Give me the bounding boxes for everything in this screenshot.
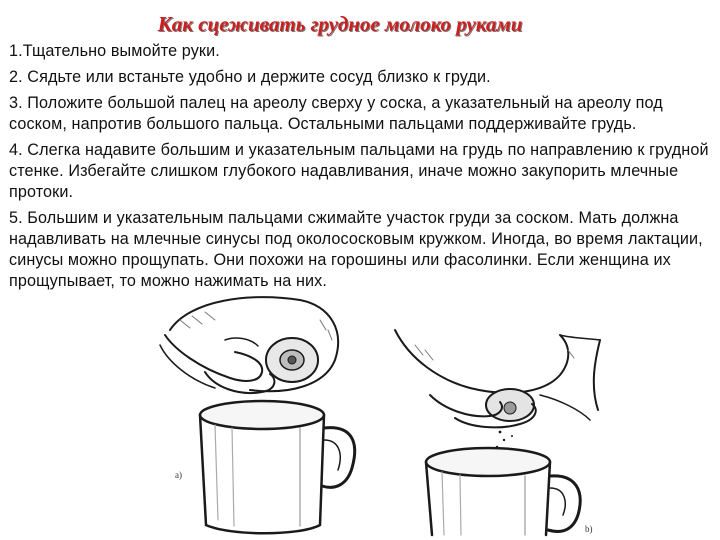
step-5: 5. Большим и указательным пальцами сжимайте участок груди за соском. Мать должна надавливать на млечные синусы под околососковым кружком. Иногда, во время лактации, синусы можно прощупать. Они похожи на горошины или фасолинки. Если женщина их прощупывает, то можно нажимать на них.: [9, 209, 703, 290]
step-4: 4. Слегка надавите большим и указательным пальцами на грудь по направлению к грудной стенке. Избегайте слишком глубокого надавливания, иначе можно закупорить млечные протоки.: [9, 141, 709, 201]
figure-label-right: b): [585, 524, 593, 534]
step-2: 2. Сядьте или встаньте удобно и держите сосуд близко к груди.: [9, 68, 491, 86]
illustration-right: [395, 330, 600, 535]
figure-label-left: а): [175, 470, 182, 480]
step-1: 1.Тщательно вымойте руки.: [9, 42, 220, 60]
page-title: Как сцеживать грудное молоко руками: [157, 12, 523, 36]
step-3: 3. Положите большой палец на ареолу сверху у соска, а указательный на ареолу под соском, напротив большого пальца. Остальными пальцами поддерживайте грудь.: [9, 94, 663, 133]
illustration-left: [160, 297, 355, 533]
